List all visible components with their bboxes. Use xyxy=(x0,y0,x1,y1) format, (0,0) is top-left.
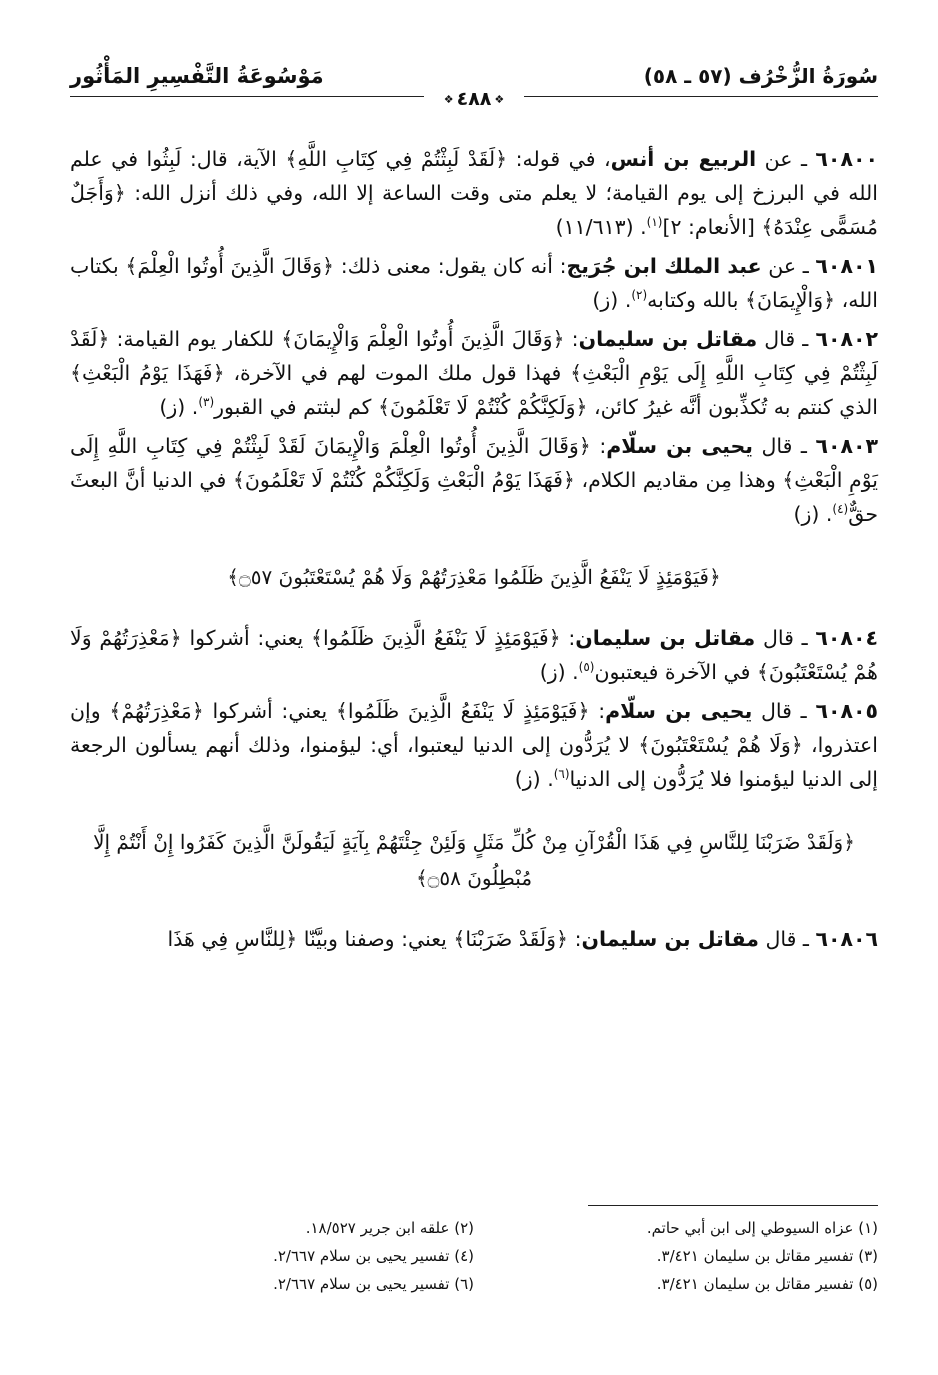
footnote-ref: (٥) xyxy=(578,660,595,675)
narrator-name: يحيى بن سلّام xyxy=(605,699,753,723)
narration-source: . (ز) xyxy=(793,502,833,526)
narration-60800 xyxy=(70,142,878,244)
narration-60806 xyxy=(70,922,878,956)
narration-intro: ـ قال xyxy=(761,434,807,458)
footnote-divider xyxy=(588,1205,878,1206)
footnote-ref: (١) xyxy=(646,215,663,230)
quran-verse-58: ﴿وَلَقَدْ ضَرَبْنَا لِلنَّاسِ فِي هَذَا الْقُرْآنِ مِنْ كُلِّ مَثَلٍ وَلَئِنْ جِئْتَهُمْ بِآيَةٍ لَيَقُولَنَّ الَّذِينَ كَفَرُوا إِنْ أَنْتُمْ إِلَّا مُبْطِلُونَ ۝٥٨﴾ xyxy=(93,830,855,890)
narration-text: : ﴿فَيَوْمَئِذٍ لَا يَنْفَعُ الَّذِينَ ظَلَمُوا﴾ يعني: أشركوا ﴿مَعْذِرَتُهُمْ وَلَا هُمْ يُسْتَعْتَبُونَ﴾ في الآخرة فيعتبون xyxy=(70,626,878,684)
ornament-icon: ❖ xyxy=(443,92,454,106)
footnote-5: (٥) تفسير مقاتل بن سليمان ٣/٤٢١. xyxy=(656,1275,878,1293)
footnote-4: (٤) تفسير يحيى بن سلام ٢/٦٦٧. xyxy=(273,1247,474,1265)
narration-60801 xyxy=(70,249,878,317)
narration-source: . (ز) xyxy=(592,288,632,312)
narrator-name: يحيى بن سلّام xyxy=(606,434,753,458)
narrator-name: مقاتل بن سليمان xyxy=(581,927,759,951)
narration-text: : ﴿وَلَقَدْ ضَرَبْنَا﴾ يعني: وصفنا وبيَّنّا ﴿لِلنَّاسِ فِي هَذَا xyxy=(167,927,582,951)
narration-source: . (١١/٦١٣) xyxy=(555,215,647,239)
narration-text: : ﴿وَقَالَ الَّذِينَ أُوتُوا الْعِلْمَ وَالْإِيمَانَ﴾ للكفار يوم القيامة: ﴿لَقَدْ لَبِثْتُمْ فِي كِتَابِ اللَّهِ إِلَى يَوْمِ الْبَعْثِ﴾ فهذا قول ملك الموت لهم في الآخرة، ﴿فَهَذَا يَوْمُ الْبَعْثِ﴾ الذي كنتم به تُكذِّبون أنَّه غيرُ كائن، ﴿وَلَكِنَّكُمْ كُنْتُمْ لَا تَعْلَمُونَ﴾ كم لبثتم في القبور xyxy=(70,327,878,419)
footnote-3: (٣) تفسير مقاتل بن سليمان ٣/٤٢١. xyxy=(656,1247,878,1265)
footnote-ref: (٣) xyxy=(198,395,215,410)
narration-text: : ﴿وَقَالَ الَّذِينَ أُوتُوا الْعِلْمَ وَالْإِيمَانَ لَقَدْ لَبِثْتُمْ فِي كِتَابِ اللَّهِ إِلَى يَوْمِ الْبَعْثِ﴾ وهذا مِن مقاديم الكلام، ﴿فَهَذَا يَوْمُ الْبَعْثِ وَلَكِنَّكُمْ كُنْتُمْ لَا تَعْلَمُونَ﴾ في الدنيا أنَّ البعثَ حقٌّ xyxy=(70,434,878,526)
narration-number: ٦٠٨٠٣ xyxy=(815,434,878,458)
narration-number: ٦٠٨٠١ xyxy=(815,254,878,278)
ornament-icon: ❖ xyxy=(494,92,505,106)
narration-number: ٦٠٨٠٤ xyxy=(815,626,878,650)
page-header xyxy=(70,60,878,110)
narration-source: . (ز) xyxy=(539,660,579,684)
narrator-name: الربيع بن أنس xyxy=(610,147,757,171)
page-number: ٤٨٨ xyxy=(456,88,492,110)
footnote-6: (٦) تفسير يحيى بن سلام ٢/٦٦٧. xyxy=(273,1275,474,1293)
narration-intro: ـ قال xyxy=(761,699,807,723)
narration-intro: ـ قال xyxy=(765,927,809,951)
narration-text: ، في قوله: ﴿لَقَدْ لَبِثْتُمْ فِي كِتَابِ اللَّهِ﴾ الآية، قال: لَبِثُوا في علم الله في البرزخ إلى يوم القيامة؛ لا يعلم متى وقت الساعة إلا الله، وفي ذلك أنزل الله: ﴿وَأَجَلٌ مُسَمًّى عِنْدَهُ﴾ [الأنعام: ٢] xyxy=(70,147,878,239)
narrator-name: عبد الملك ابن جُرَيج xyxy=(566,254,762,278)
main-text xyxy=(70,142,878,961)
narration-text: : أنه كان يقول: معنى ذلك: ﴿وَقَالَ الَّذِينَ أُوتُوا الْعِلْمَ﴾ بكتاب الله، ﴿وَالْإِيمَانَ﴾ بالله وكتابه xyxy=(70,254,878,312)
narrator-name: مقاتل بن سليمان xyxy=(575,626,756,650)
narration-intro: ـ قال xyxy=(762,626,808,650)
narration-source: . (ز) xyxy=(514,767,554,791)
footnote-ref: (٦) xyxy=(553,767,570,782)
narration-60805 xyxy=(70,694,878,796)
book-title: مَوْسُوعَةُ التَّفْسِيرِ المَأْثُور xyxy=(70,64,324,88)
narration-number: ٦٠٨٠٢ xyxy=(815,327,878,351)
narrator-name: مقاتل بن سليمان xyxy=(578,327,758,351)
narration-60804 xyxy=(70,621,878,689)
narration-60802 xyxy=(70,322,878,424)
book-page xyxy=(70,60,878,1350)
footnotes xyxy=(70,1218,878,1294)
narration-intro: ـ عن xyxy=(768,254,809,278)
footnote-ref: (٤) xyxy=(832,502,849,517)
narration-intro: ـ قال xyxy=(764,327,809,351)
narration-intro: ـ عن xyxy=(764,147,807,171)
footnote-2: (٢) علقه ابن جرير ١٨/٥٢٧. xyxy=(305,1219,474,1237)
page-number-box xyxy=(424,88,524,111)
narration-source: . (ز) xyxy=(159,395,199,419)
quran-verse-57: ﴿فَيَوْمَئِذٍ لَا يَنْفَعُ الَّذِينَ ظَلَمُوا مَعْذِرَتُهُمْ وَلَا هُمْ يُسْتَعْتَبُونَ ۝٥٧﴾ xyxy=(227,565,721,589)
narration-number: ٦٠٨٠٠ xyxy=(815,147,878,171)
narration-number: ٦٠٨٠٦ xyxy=(815,927,878,951)
narration-text: : ﴿فَيَوْمَئِذٍ لَا يَنْفَعُ الَّذِينَ ظَلَمُوا﴾ يعني: أشركوا ﴿مَعْذِرَتُهُمْ﴾ وإن اعتذروا، ﴿وَلَا هُمْ يُسْتَعْتَبُونَ﴾ لا يُرَدُّون إلى الدنيا ليعتبوا، أي: ليؤمنوا، وذلك أنهم يسألون الرجعة إلى الدنيا ليؤمنوا فلا يُرَدُّون إلى الدنيا xyxy=(70,699,878,791)
narration-60803 xyxy=(70,429,878,531)
footnote-1: (١) عزاه السيوطي إلى ابن أبي حاتم. xyxy=(646,1219,878,1237)
surah-title: سُورَةُ الزُّخْرُف (٥٧ ـ ٥٨) xyxy=(643,64,878,88)
footnote-ref: (٢) xyxy=(631,288,648,303)
narration-number: ٦٠٨٠٥ xyxy=(815,699,878,723)
